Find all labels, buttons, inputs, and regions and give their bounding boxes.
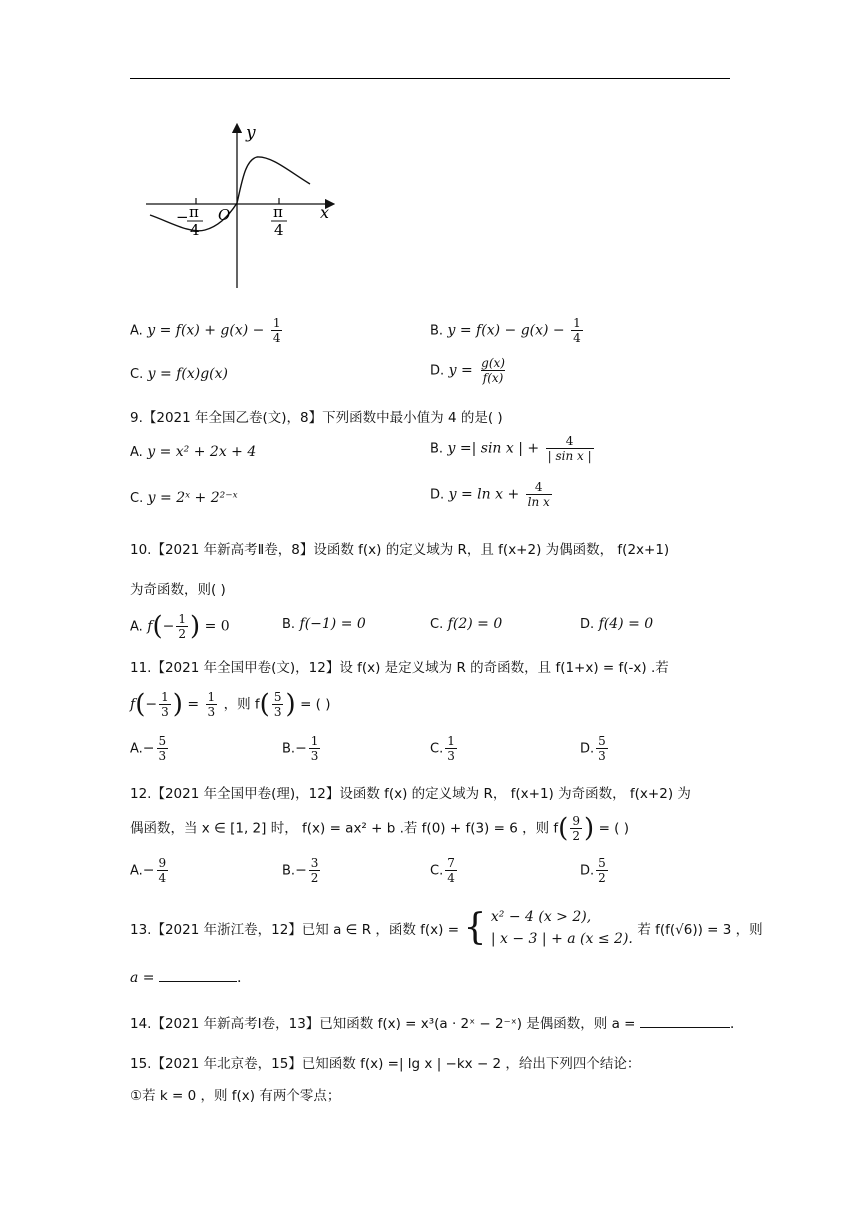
q12-stem-line2: 偶函数，当 x ∈ [1, 2] 时， f(x) = ax² + b .若 f(0) + f(3) = 6 ，则 f( $\frac{9}{2}$ ) = ( ) [130,813,629,844]
q11-stem-line2: f(− $\frac{1}{3}$ ) = $\frac{1}{3}$ ，则 f( $\frac{5}{3}$ ) = ( ) [130,689,331,720]
q13-answer-blank[interactable] [159,981,237,982]
y-axis-label: y [246,123,256,143]
origin-label: O [218,206,231,224]
pos-tick-den: 4 [274,221,284,239]
q11-option-d[interactable]: D. $\frac{5}{3}$ [580,734,606,763]
q9-option-b[interactable]: B. y =| sin x | + $\frac{4}{\text{| sin x |}}$ [430,434,592,463]
q9-option-d[interactable]: D. y = ln x + $\frac{4}{\text{ln x}}$ [430,480,550,509]
neg-tick-num: π [189,203,199,221]
function-graph [140,122,340,294]
q8-option-d[interactable]: D. y = $\frac{g(x)}{f(x)}$ [430,356,505,385]
q12-option-d[interactable]: D. $\frac{5}{2}$ [580,856,606,885]
q13-answer-line: a = . [130,970,242,986]
header-rule [130,78,730,79]
q8-option-b[interactable]: B. y = f(x) − g(x) − $\frac{1}{4}$ [430,316,581,345]
q11-option-b[interactable]: B.− $\frac{1}{3}$ [282,734,319,763]
q14-stem: 14.【2021 年新高考Ⅰ卷，13】已知函数 f(x) = x³(a · 2ˣ − 2⁻ˣ) 是偶函数，则 a = . [130,1016,735,1032]
q8-option-a[interactable]: A. y = f(x) + g(x) − $\frac{1}{4}$ [130,316,281,345]
q10-option-c[interactable]: C. f(2) = 0 [430,616,503,632]
q13-case2: | x − 3 | + a (x ≤ 2). [490,931,633,947]
q13-stem: 13.【2021 年浙江卷，12】已知 a ∈ R ，函数 f(x) = { x² − 4 (x > 2), | x − 3 | + a (x ≤ 2). 若 f(f(√6)) = 3 ，则 [130,907,763,948]
q11-stem-line1: 11.【2021 年全国甲卷(文)，12】设 f(x) 是定义域为 R 的奇函数，且 f(1+x) = f(-x) .若 [130,660,669,676]
q10-option-a[interactable]: A. f(− $\frac{1}{2}$ ) = 0 [130,611,230,642]
q10-option-b[interactable]: B. f(−1) = 0 [282,616,366,632]
q14-answer-blank[interactable] [640,1027,730,1028]
q10-option-d[interactable]: D. f(4) = 0 [580,616,654,632]
x-axis-label: x [320,203,330,222]
q12-option-c[interactable]: C. $\frac{7}{4}$ [430,856,455,885]
pos-tick-num: π [273,203,283,221]
q12-stem-line1: 12.【2021 年全国甲卷(理)，12】设函数 f(x) 的定义域为 R， f(x+1) 为奇函数， f(x+2) 为 [130,786,691,802]
q10-stem-line1: 10.【2021 年新高考Ⅱ卷，8】设函数 f(x) 的定义域为 R，且 f(x+2) 为偶函数， f(2x+1) [130,542,670,558]
q9-option-c[interactable]: C. y = 2ˣ + 2²⁻ˣ [130,490,238,506]
q13-case1: x² − 4 (x > 2), [490,909,592,925]
neg-tick-den: 4 [190,221,200,239]
q11-option-a[interactable]: A.− $\frac{5}{3}$ [130,734,167,763]
q11-option-c[interactable]: C. $\frac{1}{3}$ [430,734,455,763]
q12-option-a[interactable]: A.− $\frac{9}{4}$ [130,856,167,885]
q15-stem: 15.【2021 年北京卷，15】已知函数 f(x) =| lg x | −kx − 2 ，给出下列四个结论： [130,1056,641,1072]
q12-option-b[interactable]: B.− $\frac{3}{2}$ [282,856,319,885]
q9-option-a[interactable]: A. y = x² + 2x + 4 [130,444,257,460]
q8-option-c[interactable]: C. y = f(x)g(x) [130,366,228,382]
neg-sign: − [176,208,189,226]
q10-stem-line2: 为奇函数，则( ) [130,582,226,598]
q9-stem: 9.【2021 年全国乙卷(文)，8】下列函数中最小值为 4 的是( ) [130,410,503,426]
q15-item1: ①若 k = 0 ，则 f(x) 有两个零点； [130,1088,341,1104]
